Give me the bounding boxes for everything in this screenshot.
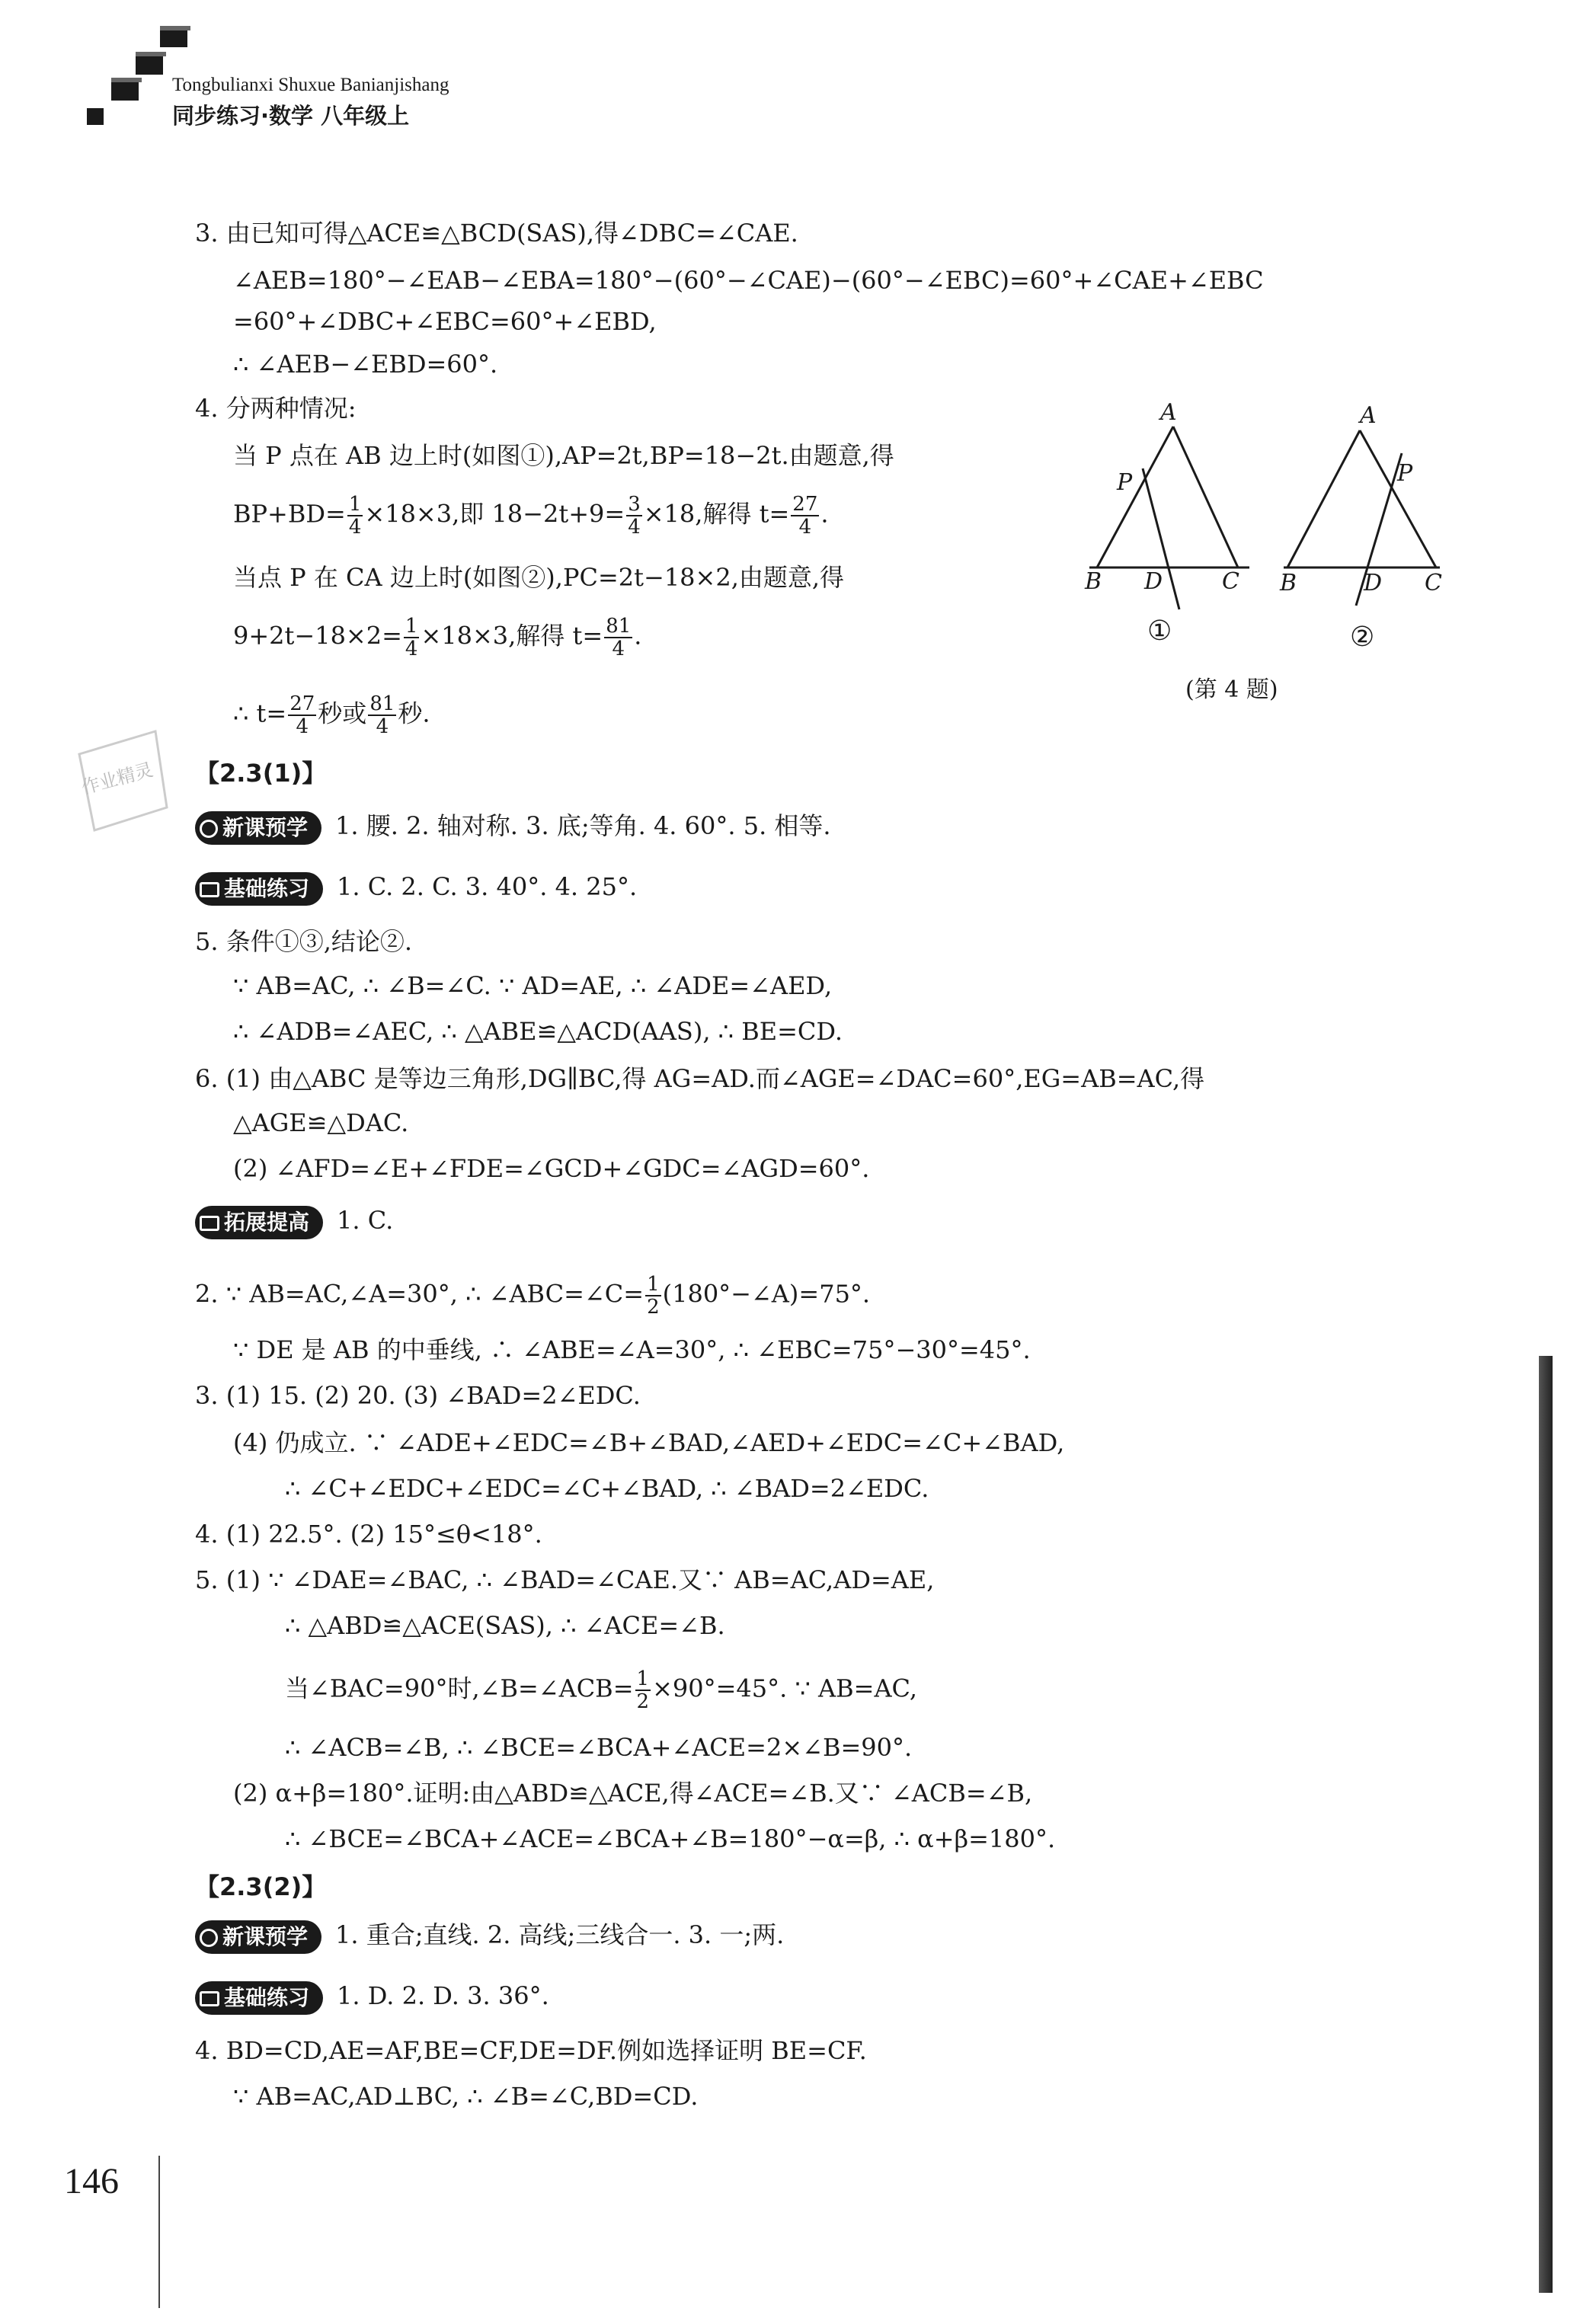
q3-line4: ∴ ∠AEB−∠EBD=60°. [233, 350, 498, 379]
fig1-label-c: C [1222, 568, 1239, 595]
figure-caption: (第 4 题) [1185, 676, 1278, 703]
q6-line3: (2) ∠AFD=∠E+∠FDE=∠GCD+∠GDC=∠AGD=60°. [233, 1154, 870, 1183]
tuozhan-row: 拓展提高 1. C. [195, 1205, 393, 1239]
fig2-number: ② [1350, 622, 1375, 653]
q4-line1: 4. 分两种情况: [195, 394, 357, 423]
badge-xinke: 新课预学 [195, 1920, 321, 1954]
badge-jichu: 基础练习 [195, 872, 323, 906]
q6-line1: 6. (1) 由△ABC 是等边三角形,DG∥BC,得 AG=AD.而∠AGE=∠DAC=60°,EG=AB=AC,得 [195, 1064, 1205, 1093]
q3-line3: =60°+∠DBC+∠EBC=60°+∠EBD, [233, 307, 657, 336]
jichu-row-1: 基础练习 1. C. 2. C. 3. 40°. 4. 25°. [195, 871, 637, 906]
fraction-27-4: $\frac{27}{4}$ [792, 493, 818, 539]
q6-line2: △AGE≌△DAC. [233, 1108, 409, 1137]
fig2-label-d: D [1364, 570, 1383, 596]
fig2-label-c: C [1425, 570, 1442, 596]
t5-line4: ∴ ∠ACB=∠B, ∴ ∠BCE=∠BCA+∠ACE=2×∠B=90°. [285, 1733, 913, 1762]
clock-icon [200, 1929, 218, 1947]
page-margin-rule [158, 2156, 160, 2308]
fraction-3-4: $\frac{3}{4}$ [628, 493, 641, 539]
s2-q4-line2: ∵ AB=AC,AD⊥BC, ∴ ∠B=∠C,BD=CD. [233, 2082, 699, 2111]
badge-tuozhan: 拓展提高 [195, 1206, 323, 1239]
fig2-label-b: B [1280, 570, 1297, 596]
jichu-row-2: 基础练习 1. D. 2. D. 3. 36°. [195, 1981, 549, 2015]
q4-line4: 当点 P 在 CA 边上时(如图②),PC=2t−18×2,由题意,得 [233, 563, 845, 592]
fig1-label-a: A [1160, 399, 1177, 426]
fraction-81-4: $\frac{81}{4}$ [369, 692, 395, 738]
fig1-label-b: B [1085, 568, 1102, 595]
t5-line2: ∴ △ABD≌△ACE(SAS), ∴ ∠ACE=∠B. [285, 1611, 725, 1640]
t5-line6: ∴ ∠BCE=∠BCA+∠ACE=∠BCA+∠B=180°−α=β, ∴ α+β=180°. [285, 1824, 1056, 1853]
xinke-row-1: 新课预学 1. 腰. 2. 轴对称. 3. 底;等角. 4. 60°. 5. 相等. [195, 810, 831, 845]
page-edge-shadow [1539, 1356, 1553, 2293]
q4-line3: BP+BD= $\frac{1}{4}$ ×18×3,即 18−2t+9= $\frac{3}{4}$ ×18,解得 t= $\frac{27}{4}$ . [233, 493, 829, 539]
badge-jichu: 基础练习 [195, 1981, 323, 2015]
q5-line2: ∵ AB=AC, ∴ ∠B=∠C. ∵ AD=AE, ∴ ∠ADE=∠AED, [233, 971, 833, 1000]
stamp-text: 作业精灵 [78, 759, 155, 799]
book-icon [200, 882, 219, 897]
q4-line2: 当 P 点在 AB 边上时(如图①),AP=2t,BP=18−2t.由题意,得 [233, 441, 894, 470]
s2-q4-line1: 4. BD=CD,AE=AF,BE=CF,DE=DF.例如选择证明 BE=CF. [195, 2036, 867, 2065]
q5-line3: ∴ ∠ADB=∠AEC, ∴ △ABE≌△ACD(AAS), ∴ BE=CD. [233, 1017, 843, 1046]
header-pinyin: Tongbulianxi Shuxue Banianjishang [172, 75, 449, 95]
t3-line3: ∴ ∠C+∠EDC+∠EDC=∠C+∠BAD, ∴ ∠BAD=2∠EDC. [285, 1474, 929, 1503]
t3-line2: (4) 仍成立. ∵ ∠ADE+∠EDC=∠B+∠BAD,∠AED+∠EDC=∠C+∠BAD, [233, 1428, 1065, 1457]
section-title-2-3-1: 【2.3(1)】 [195, 759, 327, 788]
figure-2-triangle [1284, 430, 1440, 606]
clock-icon [200, 820, 218, 838]
q4-line5: 9+2t−18×2= $\frac{1}{4}$ ×18×3,解得 t= $\frac{81}{4}$ . [233, 615, 642, 660]
fraction-1-2: $\frac{1}{2}$ [636, 1667, 650, 1713]
fraction-81-4: $\frac{81}{4}$ [606, 615, 632, 660]
fraction-1-2: $\frac{1}{2}$ [647, 1273, 660, 1319]
book-icon [200, 1991, 219, 2006]
t5-line5: (2) α+β=180°.证明:由△ABD≌△ACE,得∠ACE=∠B.又∵ ∠ACB=∠B, [233, 1779, 1033, 1808]
t5-line1: 5. (1) ∵ ∠DAE=∠BAC, ∴ ∠BAD=∠CAE.又∵ AB=AC,AD=AE, [195, 1565, 935, 1594]
badge-xinke: 新课预学 [195, 811, 321, 845]
fig2-label-a: A [1360, 402, 1377, 429]
section-title-2-3-2: 【2.3(2)】 [195, 1872, 327, 1901]
t2-line1: 2. ∵ AB=AC,∠A=30°, ∴ ∠ABC=∠C= $\frac{1}{2}$ (180°−∠A)=75°. [195, 1273, 871, 1319]
fig1-number: ① [1147, 615, 1172, 647]
fig1-label-d: D [1144, 568, 1163, 595]
watermark-stamp-icon [64, 724, 178, 838]
figure-triangles [1067, 396, 1478, 632]
fig2-label-p: P [1397, 460, 1413, 487]
t5-line3: 当∠BAC=90°时,∠B=∠ACB= $\frac{1}{2}$ ×90°=45°. ∵ AB=AC, [285, 1667, 918, 1713]
fraction-1-4: $\frac{1}{4}$ [348, 493, 362, 539]
page-number: 146 [64, 2161, 119, 2201]
fig1-label-p: P [1117, 469, 1133, 496]
q4-line6: ∴ t= $\frac{27}{4}$ 秒或 $\frac{81}{4}$ 秒. [233, 692, 430, 738]
q5-line1: 5. 条件①③,结论②. [195, 927, 413, 956]
book-icon [200, 1216, 219, 1231]
t4-line1: 4. (1) 22.5°. (2) 15°≤θ<18°. [195, 1520, 542, 1549]
header-title: 同步练习·数学 八年级上 [172, 103, 410, 129]
t3-line1: 3. (1) 15. (2) 20. (3) ∠BAD=2∠EDC. [195, 1381, 641, 1410]
fraction-1-4: $\frac{1}{4}$ [405, 615, 418, 660]
q3-line2: ∠AEB=180°−∠EAB−∠EBA=180°−(60°−∠CAE)−(60°−∠EBC)=60°+∠CAE+∠EBC [233, 266, 1264, 295]
t2-line2: ∵ DE 是 AB 的中垂线, ∴ ∠ABE=∠A=30°, ∴ ∠EBC=75°−30°=45°. [233, 1335, 1031, 1364]
xinke-row-2: 新课预学 1. 重合;直线. 2. 高线;三线合一. 3. 一;两. [195, 1920, 784, 1954]
q3-line1: 3. 由已知可得△ACE≌△BCD(SAS),得∠DBC=∠CAE. [195, 219, 798, 248]
fraction-27-4: $\frac{27}{4}$ [289, 692, 315, 738]
